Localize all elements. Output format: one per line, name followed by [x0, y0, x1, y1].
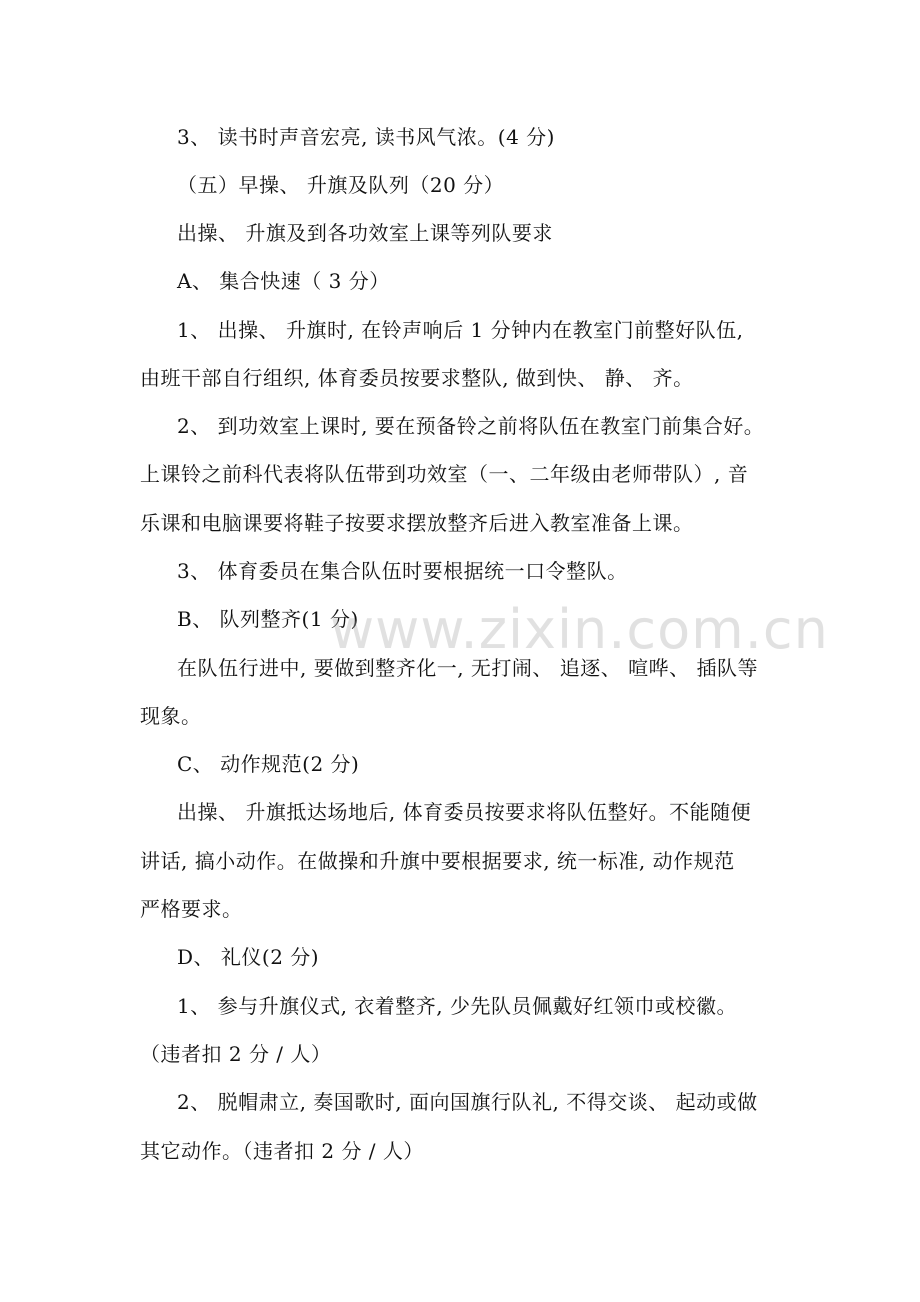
text-line-10: 3、 体育委员在集合队伍时要根据统一口令整队。: [177, 559, 628, 583]
subheading-b: B、 队列整齐(1 分): [177, 607, 359, 631]
text-line-21: 2、 脱帽肃立, 奏国歌时, 面向国旗行队礼, 不得交谈、 起动或做: [177, 1090, 758, 1114]
text-line-16: 讲话, 搞小动作。在做操和升旗中要根据要求, 统一标准, 动作规范: [140, 849, 735, 873]
text-line-13: 现象。: [140, 704, 202, 728]
text-line-1: 3、 读书时声音宏亮, 读书风气浓。(4 分): [177, 125, 555, 149]
watermark: www.zixin.com.cn: [330, 598, 829, 661]
text-line-5: 1、 出操、 升旗时, 在铃声响后 1 分钟内在教室门前整好队伍,: [177, 318, 744, 342]
subheading-d: D、 礼仪(2 分): [177, 945, 320, 969]
text-line-3: 出操、 升旗及到各功效室上课等列队要求: [177, 221, 553, 245]
text-line-8: 上课铃之前科代表将队伍带到功效室（一、二年级由老师带队）, 音: [140, 462, 749, 486]
text-line-20: （违者扣 2 分 / 人）: [140, 1042, 332, 1066]
text-line-7: 2、 到功效室上课时, 要在预备铃之前将队伍在教室门前集合好。: [177, 414, 765, 438]
text-line-6: 由班干部自行组织, 体育委员按要求整队, 做到快、 静、 齐。: [140, 366, 694, 390]
section-heading-5: （五）早操、 升旗及队列（20 分）: [177, 173, 505, 197]
text-line-19: 1、 参与升旗仪式, 衣着整齐, 少先队员佩戴好红领巾或校徽。: [177, 994, 738, 1018]
text-line-15: 出操、 升旗抵达场地后, 体育委员按要求将队伍整好。不能随便: [177, 800, 752, 824]
text-line-9: 乐课和电脑课要将鞋子按要求摆放整齐后进入教室准备上课。: [140, 511, 694, 535]
text-line-22: 其它动作。（违者扣 2 分 / 人）: [140, 1139, 424, 1163]
text-line-17: 严格要求。: [140, 897, 243, 921]
subheading-c: C、 动作规范(2 分): [177, 752, 360, 776]
text-line-12: 在队伍行进中, 要做到整齐化一, 无打闹、 追逐、 喧哗、 插队等: [177, 656, 759, 680]
subheading-a: A、 集合快速（ 3 分）: [177, 269, 390, 293]
